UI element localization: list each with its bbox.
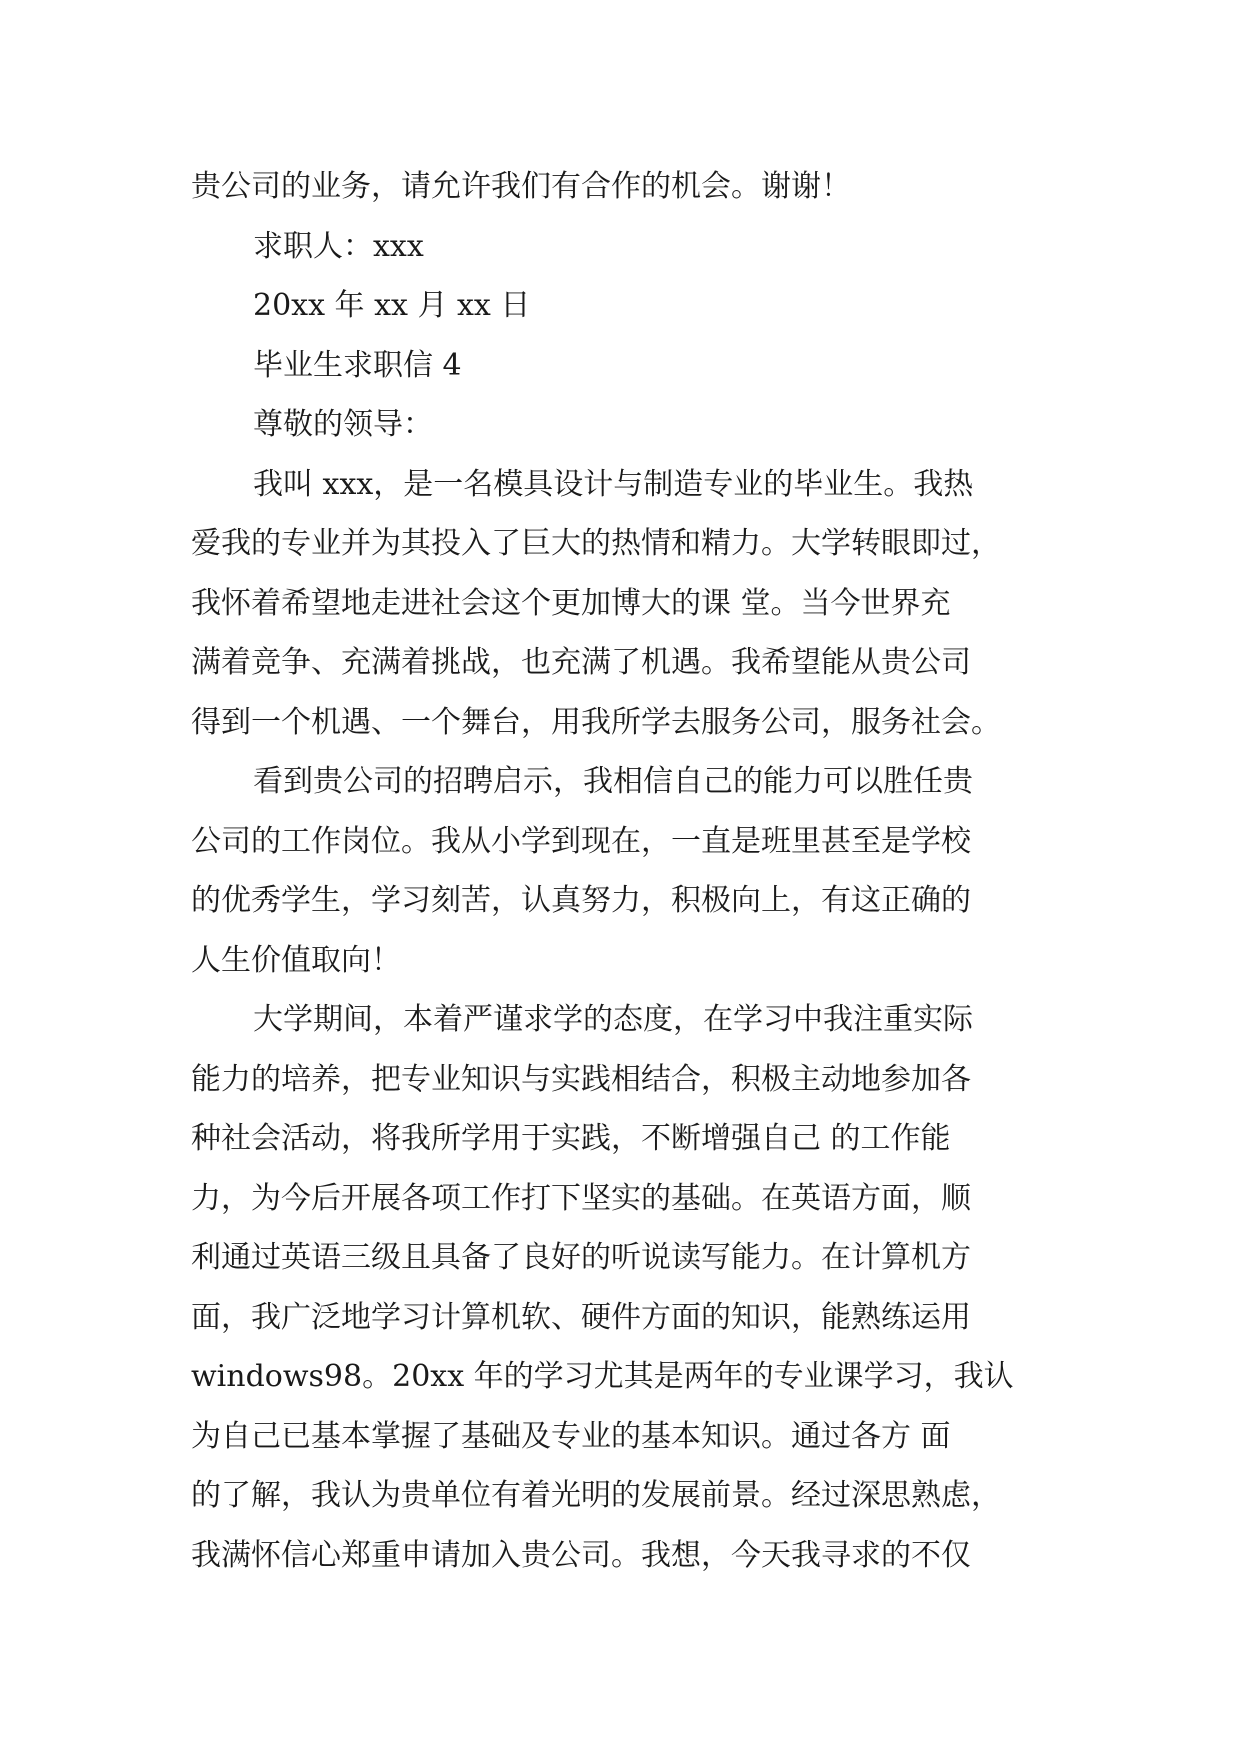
text-line: 能力的培养，把专业知识与实践相结合，积极主动地参加各 [191,1061,971,1097]
text-line: 我叫 xxx，是一名模具设计与制造专业的毕业生。我热 [253,466,974,502]
text-line: 贵公司的业务，请允许我们有合作的机会。谢谢！ [191,169,851,204]
salutation: 尊敬的领导： [253,407,433,442]
text-line: 面，我广泛地学习计算机软、硬件方面的知识，能熟练运用 [191,1299,971,1335]
text-line: 20xx 年 xx 月 xx 日 [253,288,531,323]
section-title: 毕业生求职信 4 [253,347,462,383]
text-line: windows98。20xx 年的学习尤其是两年的专业课学习，我认 [191,1359,1014,1394]
letter-body [191,157,1051,1585]
text-line: 我满怀信心郑重申请加入贵公司。我想，今天我寻求的不仅 [191,1537,971,1573]
text-line: 公司的工作岗位。我从小学到现在，一直是班里甚至是学校 [191,823,971,859]
text-line: 的优秀学生，学习刻苦，认真努力，积极向上，有这正确的 [191,883,971,918]
text-line: 看到贵公司的招聘启示，我相信自己的能力可以胜任贵 [253,764,973,799]
text-line: 种社会活动，将我所学用于实践，不断增强自己 的工作能 [191,1121,951,1156]
text-line: 利通过英语三级且具备了良好的听说读写能力。在计算机方 [191,1240,971,1275]
text-line: 为自己已基本掌握了基础及专业的基本知识。通过各方 面 [191,1418,951,1454]
text-line: 人生价值取向！ [191,942,401,978]
text-line: 的了解，我认为贵单位有着光明的发展前景。经过深思熟虑， [191,1478,1001,1513]
text-line: 得到一个机遇、一个舞台，用我所学去服务公司，服务社会。 [191,704,1001,740]
text-line: 满着竞争、充满着挑战，也充满了机遇。我希望能从贵公司 [191,645,971,680]
text-line: 大学期间，本着严谨求学的态度，在学习中我注重实际 [253,1002,973,1037]
text-line: 求职人：xxx [253,228,424,264]
text-line: 爱我的专业并为其投入了巨大的热情和精力。大学转眼即过， [191,526,1001,561]
text-line: 我怀着希望地走进社会这个更加博大的课 堂。当今世界充 [191,585,951,621]
text-line: 力，为今后开展各项工作打下坚实的基础。在英语方面，顺 [191,1180,971,1216]
